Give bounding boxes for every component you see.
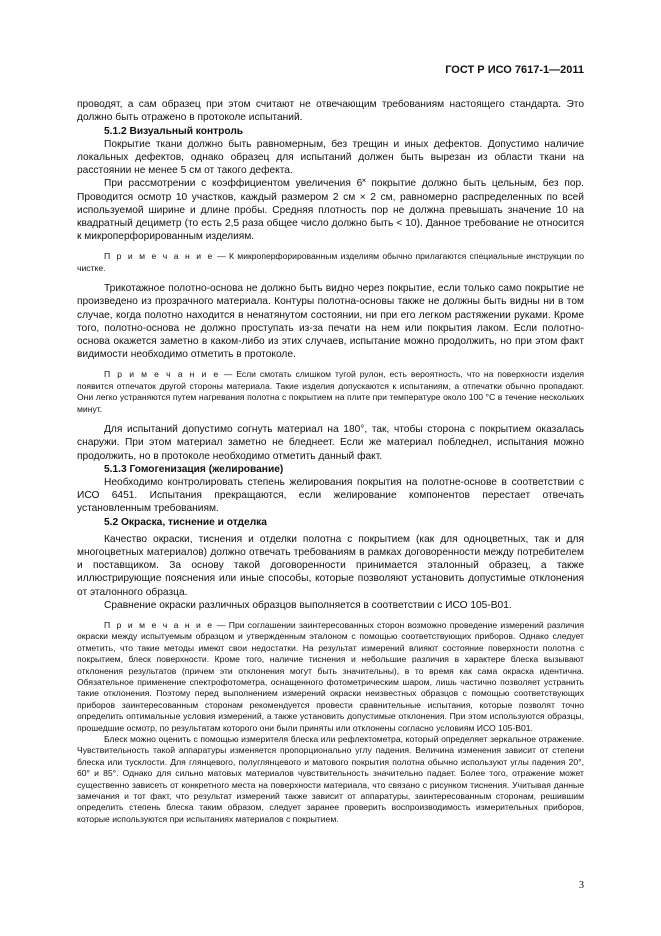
paragraph: Сравнение окраски различных образцов выполняется в соответствии с ИСО 105-В01. — [104, 599, 512, 611]
section-heading-5-2: 5.2 Окраска, тиснение и отделка — [104, 516, 267, 528]
paragraph: Покрытие ткани должно быть равномерным, без трещин и иных дефектов. Допустимо наличие локальных дефектов, однако образец для испытаний должен быть вырезан из области ткани на расстоянии не менее 5 см от такого дефекта. — [77, 138, 584, 177]
section-heading-5-1-3: 5.1.3 Гомогенизация (желирование) — [104, 463, 284, 475]
paragraph: Качество окраски, тиснения и отделки полотна с покрытием (как для одноцветных, так и для многоцветных материалов) должно отвечать требованиям в рамках договоренности между потребителем и поставщиком. За основу такой договоренности принимается эталонный образец, а также иллюстрирующие пояснения или иные способы, которые позволяют установить допустимые отклонения от эталонного образца. — [77, 533, 584, 598]
paragraph: проводят, а сам образец при этом считают не отвечающим требованиям настоящего стандарта. Это должно быть отражено в протоколе испытаний. — [77, 99, 584, 124]
paragraph: Необходимо контролировать степень желирования покрытия на полотне-основе в соответствии с ИСО 6451. Испытания прекращаются, если желирование компонентов перестает отвечать установленным требованиям. — [77, 476, 584, 515]
note-text: — При соглашении заинтересованных сторон возможно проведение измерений различия окраски между испытуемым образцом и утвержденным эталоном с помощью соответствующих приборов. Однако следует отметить, что такие методы имеют свои недостатки. На результат измерений влияют состояние поверхности полотна с покрытием, блеск поверхности. Кроме того, наличие тиснения и небольшие различия в характере блеска вызывают отклонения результатов (причем эти отклонения могут быть значительны), в то время как сама окраска идентична. Обязательное применение спектрофотометра, оснащенного фотометрическим шаром, лишь частично позволяет устранить такие отклонения. Поэтому перед выполнением измерений окраски неизвестных образцов с помощью соответствующих приборов заинтересованным сторонам рекомендуется провести сравнительные испытания, которые позволят точно определить оптимальные условия измерений, а также установить допустимые отклонения. При этом используются образцы, прошедшие осмотр, по результатам которого они были приняты или отклонены согласно условиям ИСО 105-В01. — [77, 619, 585, 733]
note — [77, 620, 584, 734]
section-heading-5-1-2: 5.1.2 Визуальный контроль — [104, 125, 244, 137]
note-label: П р и м е ч а н и е — [104, 619, 214, 630]
note — [77, 369, 584, 415]
page-number: 3 — [579, 880, 584, 891]
paragraph: При рассмотрении с коэффициентом увеличения 6˟ покрытие должно быть цельным, без пор. Проводится осмотр 10 участков, каждый размером 2 см × 2 см, равномерно распределенных по всей используемой ширине и длине пробы. Средняя плотность пор не должна превышать значение 10 на квадратный дециметр (то есть 2,5 раза общее число должно быть < 10). Данное требование не относится к микроперфорированным изделиям. — [77, 178, 584, 243]
note — [77, 251, 584, 274]
note-label: П р и м е ч а н и е — [104, 369, 220, 380]
document-header: ГОСТ Р ИСО 7617-1—2011 — [445, 64, 584, 76]
note-label: П р и м е ч а н и е — [104, 251, 214, 262]
note-continuation: Блеск можно оценить с помощью измерителя блеска или рефлектометра, который определяет зеркальное отражение. Чувствительность такой аппаратуры изменяется пропорционально углу падения. Величина изменения зависит от степени блеска или тусклости. Для глянцевого, полуглянцевого и матового покрытия полотна обычно используют углы падения 20°, 60° и 85°. Однако для сильно матовых материалов чувствительность значительно падает. Более того, отражение может существенно зависеть от конкретного места на поверхности материала, что связано с рисунком тиснения. Учитывая данные замечания и тот факт, что результат измерений также зависит от аппаратуры, заинтересованным сторонам, решившим определить степень блеска таким образом, следует заранее проверить воспроизводимость измерительных приборов, которые используются при испытаниях материалов с покрытием. — [77, 734, 584, 824]
paragraph: Для испытаний допустимо согнуть материал на 180°, так, чтобы сторона с покрытием оказалась снаружи. При этом материал заметно не бледнеет. Если же материал побледнел, испытания можно продолжить, но в протоколе необходимо отметить данный факт. — [77, 424, 584, 462]
note-text: — К микроперфорированным изделиям обычно прилагаются специальные инструкции по чистке. — [77, 251, 584, 273]
paragraph: Трикотажное полотно-основа не должно быть видно через покрытие, если только само покрытие не произведено из прозрачного материала. Контуры полотна-основы также не должны быть видны ни в том случае, когда полотно находится в ненатянутом состоянии, ни при его легком растяжении руками. Кроме того, полотно-основа не должно проступать из-за печати на нем или покрытия лаком. Если полотно-основа окажется заметно в каком-либо из этих случаев, испытание можно продолжить, но при этом факт видимости необходимо отметить в протоколе. — [77, 283, 584, 361]
note-text: — Если смотать слишком тугой рулон, есть вероятность, что на поверхности изделия появится отпечаток другой стороны материала. Такие изделия допускаются к испытаниям, а отпечатки обычно пропадают. Они легко устраняются путем нагревания полотна с покрытием на плите при температуре около 100 °С в течение нескольких минут. — [77, 369, 584, 414]
